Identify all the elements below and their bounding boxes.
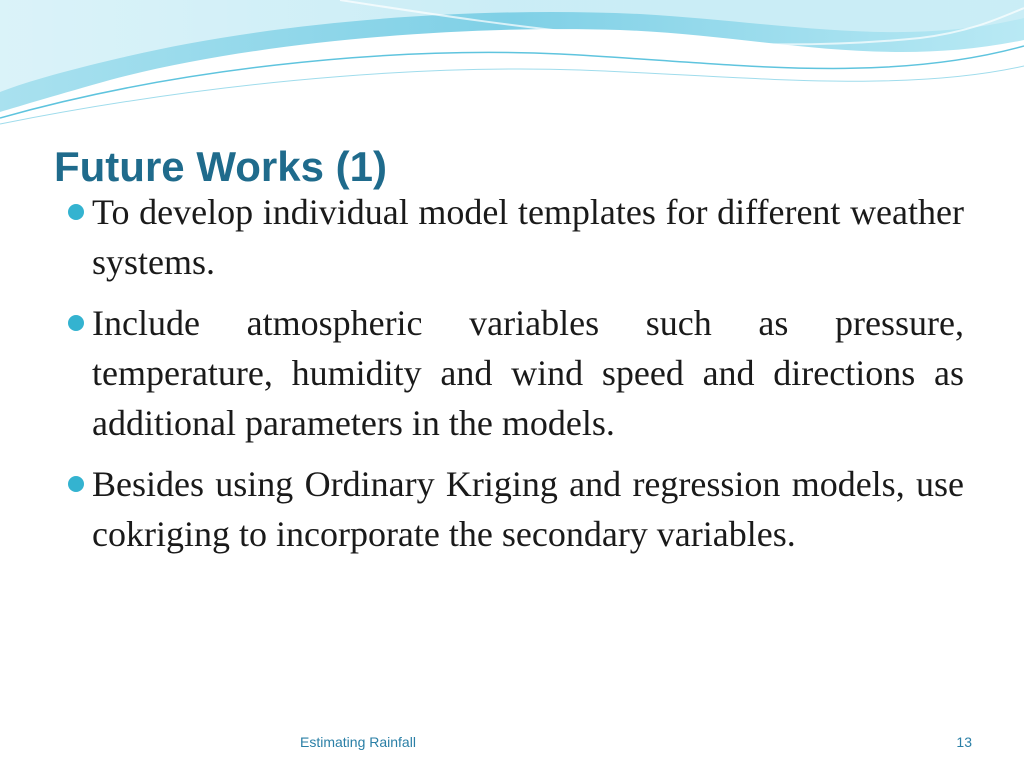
bullet-item xyxy=(62,187,964,287)
bullet-item xyxy=(62,298,964,448)
bullet-text: Besides using Ordinary Kriging and regression models, use cokriging to incorporate the secondary variables. xyxy=(92,464,964,554)
bullet-text: To develop individual model templates for different weather systems. xyxy=(92,192,964,282)
bullet-dot-icon xyxy=(68,476,84,492)
bullet-text: Include atmospheric variables such as pressure, temperature, humidity and wind speed and directions as additional parameters in the models. xyxy=(92,303,964,443)
bullet-item xyxy=(62,459,964,559)
bullet-list xyxy=(62,187,964,570)
footer-label: Estimating Rainfall xyxy=(300,734,416,750)
bullet-dot-icon xyxy=(68,204,84,220)
header-wave-decoration xyxy=(0,0,1024,130)
page-number: 13 xyxy=(956,734,972,750)
bullet-dot-icon xyxy=(68,315,84,331)
slide-title: Future Works (1) xyxy=(54,143,387,190)
